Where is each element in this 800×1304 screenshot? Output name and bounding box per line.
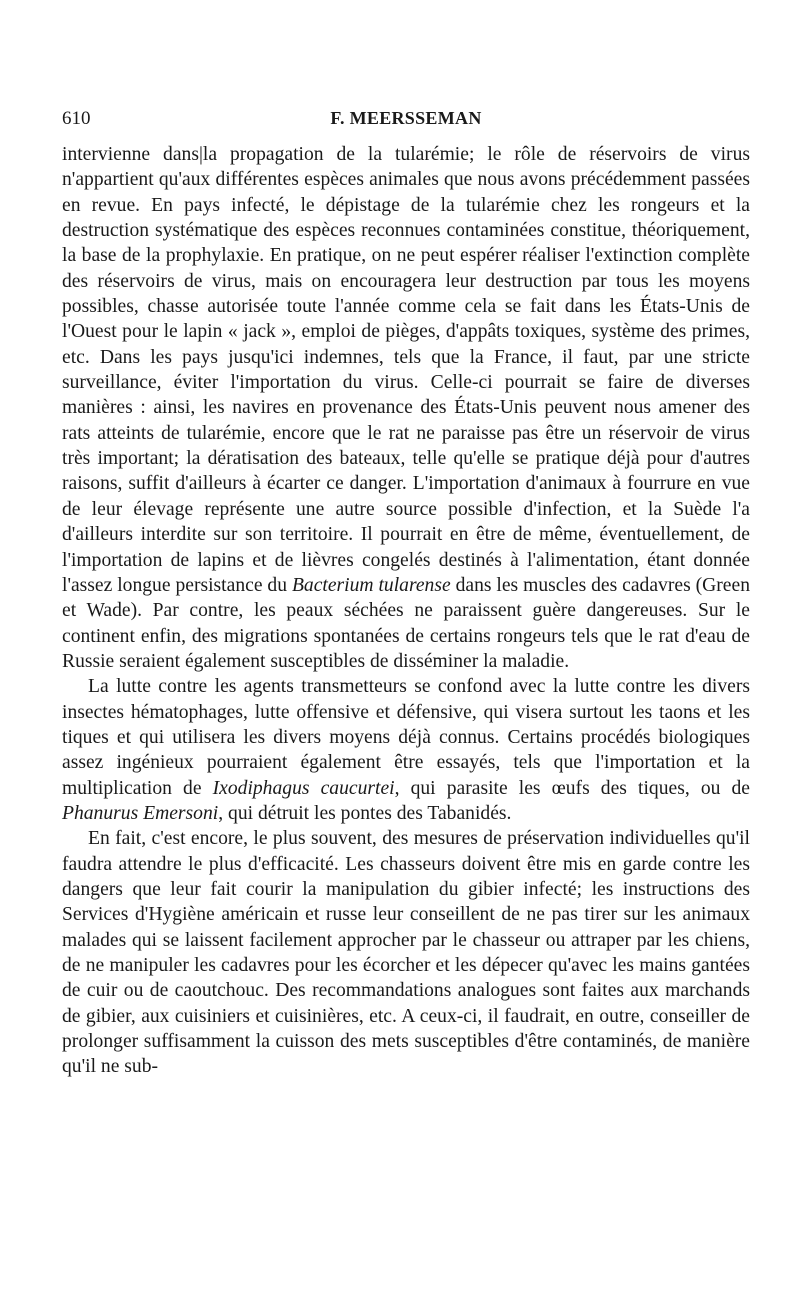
text-segment: , qui détruit les pontes des Tabanidés. bbox=[218, 802, 512, 824]
species-name: Bacterium tularense bbox=[291, 574, 451, 596]
text-segment: , qui parasite les œufs des tiques, ou de bbox=[394, 777, 751, 799]
book-page bbox=[62, 108, 750, 1080]
page-header bbox=[62, 108, 750, 142]
text-segment: En fait, c'est encore, le plus souvent, des mesures de préservation individuelles qu'il faudra attendre le plus d'efficacité. Les chasseurs doivent être mis en garde contre les dangers que leur fait courir la manipulation du gibier infecté; les instructions des Services d'Hygiène américain et russe leur conseillent de ne pas tirer sur les animaux malades qui se laissent facilement approcher par le chasseur ou attraper par les chiens, de ne manipuler les cadavres pour les écorcher et les dépecer qu'avec les mains gantées de cuir ou de caoutchouc. Des recommandations analogues sont faites aux marchands de gibier, aux cuisiniers et cuisinières, etc. A ceux-ci, il faudrait, en outre, conseiller de prolonger suffisamment la cuisson des mets susceptibles d'être contaminés, de manière qu'il ne sub- bbox=[62, 828, 750, 1078]
paragraph-prophylaxis bbox=[62, 142, 750, 674]
page-number: 610 bbox=[62, 108, 91, 129]
body-text bbox=[62, 142, 750, 1080]
text-segment: La lutte contre les agents transmetteurs se confond avec la lutte contre les divers insectes hématophages, lutte offensive et défensive, qui visera surtout les taons et les tiques et qui utilisera les divers moyens déjà connus. Certains procédés biologiques assez ingénieux pourraient également être essayés, tels que l'importation et la multiplication de bbox=[62, 676, 750, 799]
text-segment: intervienne dans|la propagation de la tularémie; le rôle de réservoirs de virus n'appartient qu'aux différentes espèces animales que nous avons précédemment passées en revue. En pays infecté, le dépistage de la tularémie chez les rongeurs et la destruction systématique des espèces reconnues contaminées constitue, théoriquement, la base de la prophylaxie. En pratique, on ne peut espérer réaliser l'extinction complète des réservoirs de virus, mais on encouragera leur destruction par tous les moyens possibles, chasse autorisée toute l'année comme cela se fait dans les États-Unis de l'Ouest pour le lapin « jack », emploi de pièges, d'appâts toxiques, système des primes, etc. Dans les pays jusqu'ici indemnes, tels que la France, il faut, par une stricte surveillance, éviter l'importation du virus. Celle-ci pourrait se faire de diverses manières : ainsi, les navires en provenance des États-Unis peuvent nous amener des rats atteints de tularémie, encore que le rat ne paraisse pas être un réservoir de virus très important; la dératisation des bateaux, telle qu'elle se pratique déjà pour d'autres raisons, suffit d'ailleurs à écarter ce danger. L'importation d'animaux à fourrure en vue de leur élevage représente une autre source possible d'infection, et la Suède l'a d'ailleurs interdite sur son territoire. Il pourrait en être de même, éventuellement, de l'importation de lapins et de lièvres congelés destinés à l'alimentation, étant donnée l'assez longue persistance du bbox=[62, 144, 750, 596]
text-segment: dans les muscles des cadavres (Green et Wade). Par contre, les peaux séchées ne paraissent guère dangereuses. Sur le continent enfin, des migrations spontanées de certains rongeurs tels que le rat d'eau de Russie seraient également susceptibles de disséminer la maladie. bbox=[62, 574, 750, 672]
running-head: F. MEERSSEMAN bbox=[330, 108, 482, 128]
paragraph-individual-measures bbox=[62, 826, 750, 1079]
paragraph-vector-control bbox=[62, 674, 750, 826]
species-name: Phanurus Emersoni bbox=[62, 802, 219, 824]
species-name: Ixodiphagus caucurtei bbox=[212, 777, 395, 799]
